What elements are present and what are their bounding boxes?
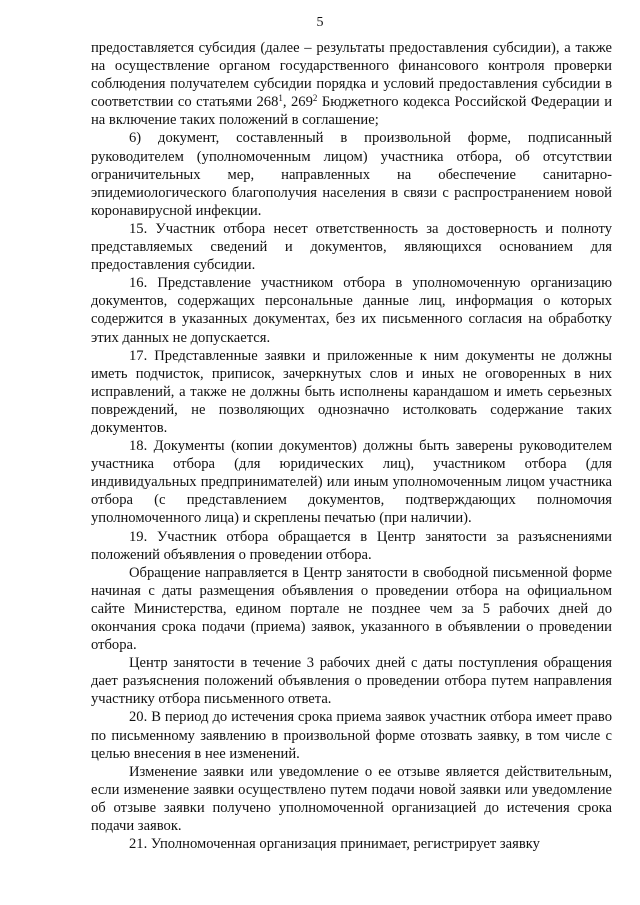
paragraph-19-appeal: Обращение направляется в Центр занятости в свободной письменной форме начиная с даты размещения объявления о проведении отбора на официальном сайте Министерства, едином портале не позднее чем за 5 рабочих дней до окончания срока подачи (приема) заявок, указанного в объявлении о проведении отбора. bbox=[91, 564, 612, 654]
footnote-superscript: 1 bbox=[278, 93, 283, 104]
paragraph-text: , 269 bbox=[282, 94, 313, 111]
paragraph-19: 19. Участник отбора обращается в Центр занятости за разъяснениями положений объявления о проведении отбора. bbox=[91, 528, 612, 563]
paragraph-continuation bbox=[91, 39, 612, 129]
document-body bbox=[91, 39, 612, 853]
footnote-superscript: 2 bbox=[312, 93, 318, 104]
paragraph-18: 18. Документы (копии документов) должны быть заверены руководителем участника отбора (для юридических лиц), участником отбора (для индивидуальных предпринимателей) или иным уполномоченным лицом участника отбора (с представлением документов, подтверждающих полномочия уполномоченного лица) и скреплены печатью (при наличии). bbox=[91, 438, 612, 527]
paragraph-20-change: Изменение заявки или уведомление о ее отзыве является действительным, если изменение заявки осуществлено путем подачи новой заявки или уведомление об отзыве заявки получено уполномоченной организацией до истечения срока подачи заявок. bbox=[91, 763, 612, 835]
page-number: 5 bbox=[316, 15, 324, 30]
paragraph-20: 20. В период до истечения срока приема заявок участник отбора имеет право по письменному заявлению в произвольной форме отозвать заявку, в том числе с целью внесения в нее изменений. bbox=[91, 709, 612, 762]
paragraph-15: 15. Участник отбора несет ответственность за достоверность и полноту представляемых сведений и документов, являющихся основанием для предоставления субсидии. bbox=[91, 220, 612, 274]
paragraph-text: предоставляется субсидия (далее – результаты предоставления субсидии), а также на осуществление органом государственного финансового контроля проверки соблюдения получателем субсидии порядка и условий предоставления субсидии в соответствии со статьями 268 bbox=[91, 40, 612, 111]
paragraph-21: 21. Уполномоченная организация принимает, регистрирует заявку bbox=[129, 836, 540, 853]
paragraph-19-response: Центр занятости в течение 3 рабочих дней с даты поступления обращения дает разъяснения положений объявления о проведении отбора путем направления участнику отбора письменного ответа. bbox=[91, 655, 612, 708]
paragraph-17: 17. Представленные заявки и приложенные к ним документы не должны иметь подчисток, приписок, зачеркнутых слов и иных не оговоренных в них исправлений, а также не должны быть исполнены карандашом и иметь серьезных повреждений, не позволяющих однозначно истолковать содержание таких документов. bbox=[91, 347, 612, 436]
paragraph-16: 16. Представление участником отбора в уполномоченную организацию документов, содержащих персональные данные лиц, информация о которых содержится в указанных документах, без их письменного согласия на обработку этих данных не допускается. bbox=[91, 275, 612, 346]
paragraph-text: Бюджетного кодекса Российской Федерации и на включение таких положений в соглашение; bbox=[91, 94, 613, 129]
paragraph-item-6: 6) документ, составленный в произвольной форме, подписанный руководителем (уполномоченным лицом) участника отбора, об отсутствии ограничительных мер, направленных на обеспечение санитарно-эпидемиологического благополучия населения в связи с распространением новой коронавирусной инфекции. bbox=[91, 130, 612, 219]
